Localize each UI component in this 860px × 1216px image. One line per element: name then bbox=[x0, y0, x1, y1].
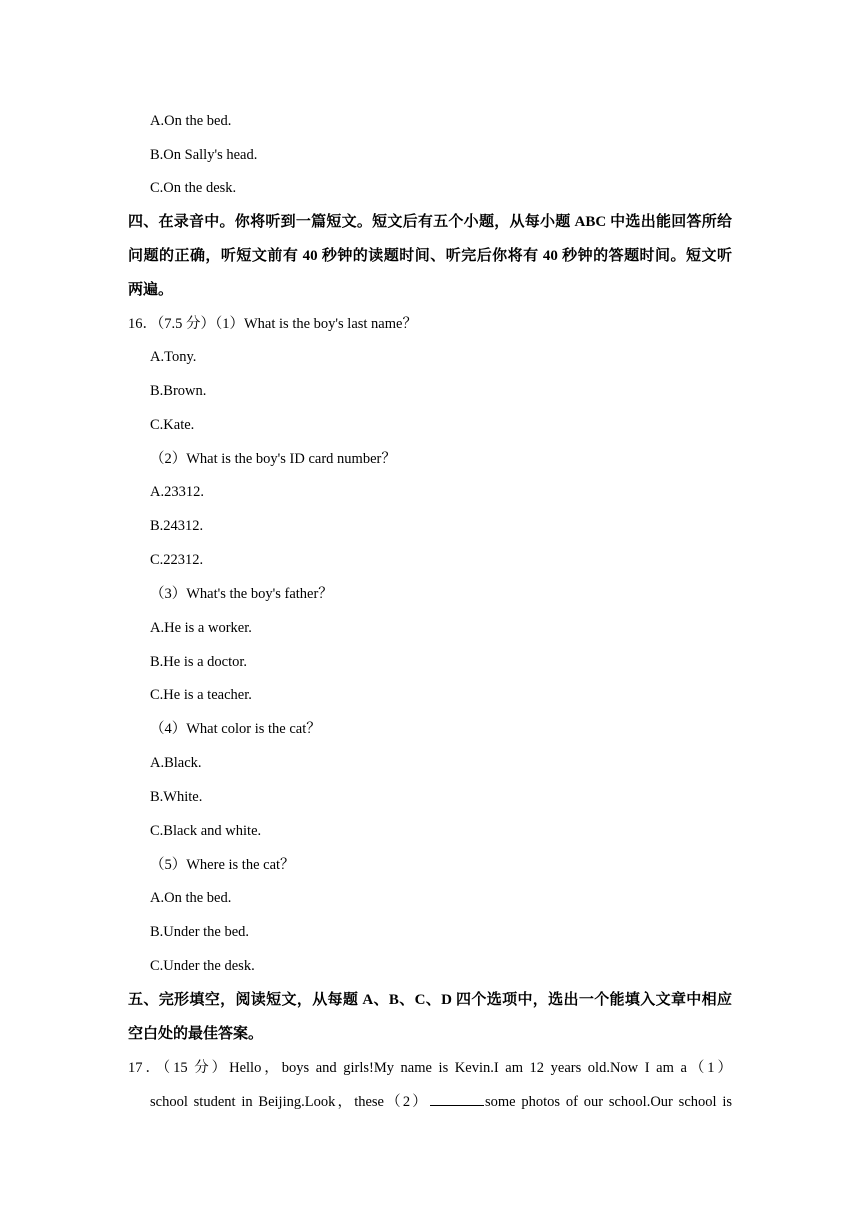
q17-line-2-part-a: school student in Beijing.Look，these（2） bbox=[150, 1094, 429, 1110]
q16-3-prompt: （3）What's the boy's father？ bbox=[150, 586, 333, 602]
q16-5-option-a: A.On the bed. bbox=[150, 890, 232, 906]
q16-2-option-b: B.24312. bbox=[150, 518, 204, 534]
q16-3-option-a: A.He is a worker. bbox=[150, 620, 252, 636]
section-5-heading-line-2: 空白处的最佳答案。 bbox=[128, 1026, 264, 1042]
q16-1-option-c: C.Kate. bbox=[150, 417, 195, 433]
answer-blank bbox=[430, 1091, 484, 1106]
section-4-heading-line-3: 两遍。 bbox=[128, 282, 174, 298]
q16-1-option-a: A.Tony. bbox=[150, 349, 197, 365]
q16-5-prompt: （5）Where is the cat？ bbox=[150, 857, 295, 873]
section-5-heading-line-1: 五、完形填空，阅读短文，从每题 A、B、C、D 四个选项中，选出一个能填入文章中相应 bbox=[128, 992, 732, 1008]
q16-5-option-b: B.Under the bed. bbox=[150, 924, 250, 940]
q16-5-option-c: C.Under the desk. bbox=[150, 958, 255, 974]
question-17-line-1: 17．（15 分）Hello，boys and girls!My name is Kevin.I am 12 years old.Now I am a（1） bbox=[128, 1060, 732, 1076]
q16-2-option-a: A.23312. bbox=[150, 484, 204, 500]
q16-4-option-a: A.Black. bbox=[150, 755, 202, 771]
q16-2-option-c: C.22312. bbox=[150, 552, 204, 568]
q16-4-prompt: （4）What color is the cat？ bbox=[150, 721, 321, 737]
q16-4-option-b: B.White. bbox=[150, 789, 203, 805]
q16-3-option-b: B.He is a doctor. bbox=[150, 654, 248, 670]
option-b: B.On Sally's head. bbox=[150, 147, 258, 163]
question-16-header: 16．（7.5 分）（1）What is the boy's last name？ bbox=[128, 316, 417, 332]
section-4-heading-line-1: 四、在录音中。你将听到一篇短文。短文后有五个小题，从每小题 ABC 中选出能回答所给 bbox=[128, 214, 732, 230]
option-c: C.On the desk. bbox=[150, 180, 237, 196]
q16-1-option-b: B.Brown. bbox=[150, 383, 207, 399]
option-a: A.On the bed. bbox=[150, 113, 232, 129]
q17-line-2-part-b: some photos of our school.Our school is bbox=[484, 1094, 732, 1110]
question-17-line-2 bbox=[150, 1091, 732, 1112]
section-4-heading-line-2: 问题的正确，听短文前有 40 秒钟的读题时间、听完后你将有 40 秒钟的答题时间。短文听 bbox=[128, 248, 732, 264]
q16-3-option-c: C.He is a teacher. bbox=[150, 687, 252, 703]
q16-4-option-c: C.Black and white. bbox=[150, 823, 262, 839]
q16-2-prompt: （2）What is the boy's ID card number？ bbox=[150, 451, 396, 467]
